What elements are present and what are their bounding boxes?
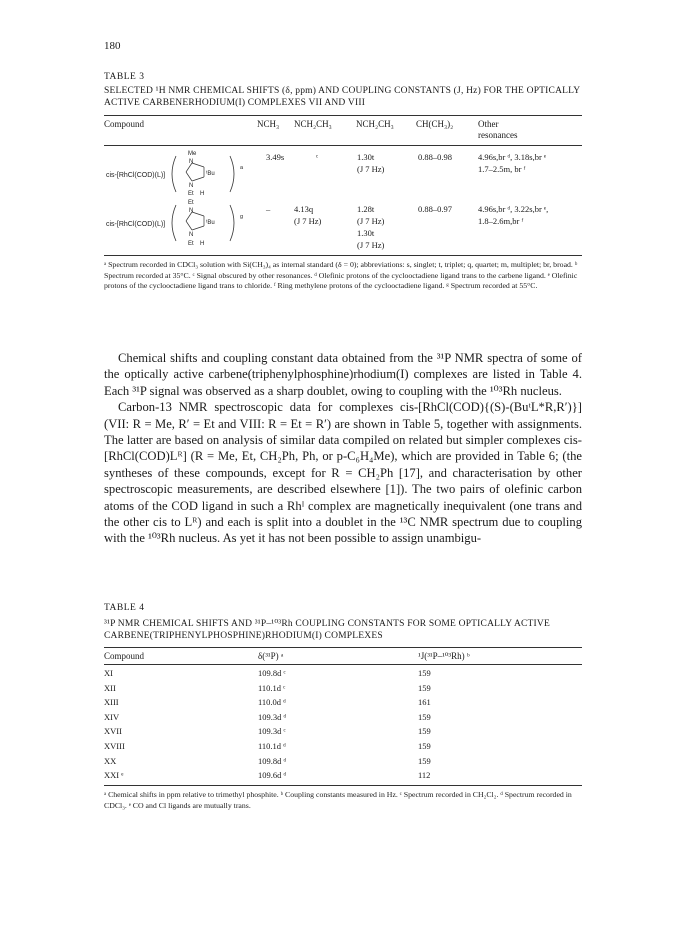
viii-nch2ch3-c: 1.30t: [357, 228, 375, 238]
table4-header-shift: δ(³¹P) ᵃ: [258, 651, 284, 661]
table3-bottom-rule: [104, 255, 582, 256]
t4-coupling: 159: [418, 726, 431, 737]
t4-coupling: 159: [418, 711, 431, 722]
vii-other-1: 4.96s,br ᵈ, 3.18s,br ᵉ: [478, 152, 547, 162]
t4-shift: 109.6d ᵈ: [258, 770, 287, 781]
table3-structure-vii: [104, 150, 254, 198]
t4-coupling: 159: [418, 741, 431, 751]
t4-compound: XIII: [104, 697, 119, 708]
vii-label-n-bottom: N: [189, 183, 194, 189]
t4-coupling: 159: [418, 668, 431, 678]
table4-label: TABLE 4: [104, 603, 145, 613]
table3-footnotes: ᵃ Spectrum recorded in CDCl₃ solution with Si(CH₃)₄ as internal standard (δ = 0); abbreviations: s, singlet; t, triplet; q, quartet; m, multiplet; br, broad. ᵇ Spectrum recorded at 35°C. ᶜ Signal obscured by other resonances. ᵈ Olefinic protons of the cyclooctadiene ligand trans to the carbene ligand. ᵉ Olefinic protons of the cyclooctadiene ligand trans to chloride. ᶠ Ring methylene protons of the cyclooctadiene ligand. ᵍ Spectrum recorded at 55°C.: [104, 260, 578, 291]
vii-other-2: 1.7–2.5m, br ᶠ: [478, 164, 526, 174]
viii-label-tbu: ᵗBu: [206, 220, 215, 226]
t4-shift: 110.1d ᶜ: [258, 682, 286, 693]
table3-header-nch2ch3-b: NCH₂CH₃: [356, 119, 394, 129]
t4-compound: XIV: [104, 711, 120, 722]
t4-shift: 110.1d ᵈ: [258, 741, 286, 751]
viii-other-2: 1.8–2.6m,br ᶠ: [478, 216, 524, 226]
table3-header-nch2ch3-a: NCH₂CH₃: [294, 119, 332, 129]
vii-nch2ch3-b: 1.30t: [357, 152, 375, 162]
t4-shift: 110.0d ᵈ: [258, 697, 286, 708]
vii-footnote-mark: a: [240, 165, 244, 171]
t4-shift: 109.3d ᶜ: [258, 726, 286, 737]
table4-top-rule: [104, 647, 582, 648]
viii-nch2ch3-a: 4.13q: [294, 204, 314, 214]
t4-shift: 109.3d ᵈ: [258, 711, 287, 722]
table3-structure-viii: [104, 198, 254, 248]
vii-chch3: 0.88–0.98: [418, 152, 452, 162]
table3-header-rule: [104, 145, 582, 146]
viii-other-1: 4.96s,br ᵈ, 3.22s,br ᵉ,: [478, 204, 549, 214]
viii-label-n-bottom: N: [189, 232, 194, 238]
t4-compound: XVIII: [104, 741, 125, 751]
table3-header-nch3: NCH₃: [257, 119, 280, 129]
viii-label-h: H: [200, 241, 205, 247]
t4-compound: XX: [104, 755, 117, 766]
vii-nch2ch3-b-j: (J 7 Hz): [357, 164, 385, 174]
table3-caption: SELECTED ¹H NMR CHEMICAL SHIFTS (δ, ppm) AND COUPLING CONSTANTS (J, Hz) FOR THE OPTICALLY ACTIVE CARBENERHODIUM(I) COMPLEXES VII AND VIII: [104, 86, 580, 108]
t4-coupling: 159: [418, 755, 431, 766]
t4-coupling: 161: [418, 697, 431, 708]
table3-top-rule: [104, 115, 582, 116]
viii-label-n-top: N: [189, 208, 194, 214]
t4-coupling: 159: [418, 682, 431, 693]
viii-nch2ch3-a-j: (J 7 Hz): [294, 216, 322, 226]
viii-nch2ch3-b: 1.28t: [357, 204, 375, 214]
vii-nch3: 3.49s: [266, 152, 285, 162]
table3-header-chch3: CH(CH₃)₂: [416, 119, 454, 129]
t4-compound: XII: [104, 682, 116, 693]
table4-caption: ³¹P NMR CHEMICAL SHIFTS AND ³¹P–¹⁰³Rh COUPLING CONSTANTS FOR SOME OPTICALLY ACTIVE CARBENE(TRIPHENYLPHOSPHINE)RHODIUM(I) COMPLEXES: [104, 619, 550, 641]
viii-label-et-top: Et: [188, 200, 194, 206]
table4-footnotes: ᵃ Chemical shifts in ppm relative to trimethyl phosphite. ᵇ Coupling constants measured in Hz. ᶜ Spectrum recorded in CH₂Cl₂. ᵈ Spectrum recorded in CDCl₃. ᵉ CO and Cl ligands are mutually trans.: [104, 790, 572, 810]
vii-label-n-top: N: [189, 159, 194, 165]
t4-coupling: 112: [418, 770, 431, 781]
table3-header-other: Other resonances: [478, 119, 518, 140]
body-paragraph-2: Carbon-13 NMR spectroscopic data for complexes cis-[RhCl(COD){(S)-(BuᵗL*R,R′)}] (VII: R = Me, R′ = Et and VIII: R = Et = R′) are shown in Table 5, together with assignments. The latter are based on analysis of similar data compiled on related but simpler complexes cis-[RhCl(COD)Lᴿ] (R = Me, Et, CH₂Ph, Ph, or p-C₆H₄Me), which are provided in Table 6; (the syntheses of these compounds, except for R = CH₂Ph [17], and characterisation by other spectroscopic measurements, are described elsewhere [1]). The two pairs of olefinic carbon atoms of the COD ligand in such a Rhᴵ complex are magnetically inequivalent (one trans and the other cis to Lᴿ) and each is split into a doublet in the ¹³C NMR spectrum due to coupling with the ¹⁰³Rh nucleus. As yet it has not been possible to assign unambigu-: [104, 400, 582, 546]
page-number: 180: [104, 40, 121, 52]
viii-label-et-bottom: Et: [188, 241, 194, 247]
viii-nch2ch3-c-j: (J 7 Hz): [357, 240, 385, 250]
t4-shift: 109.8d ᶜ: [258, 668, 286, 678]
table4-header-compound: Compound: [104, 651, 145, 661]
t4-compound: XVII: [104, 726, 122, 737]
t4-compound: XXI ᵉ: [104, 770, 124, 781]
compound-prefix-vii: cis-[RhCl(COD)(L)]: [106, 172, 166, 179]
table4-header-rule: [104, 664, 582, 665]
viii-footnote-mark: g: [240, 214, 244, 220]
t4-shift: 109.8d ᵈ: [258, 755, 287, 766]
body-paragraph-1: Chemical shifts and coupling constant data obtained from the ³¹P NMR spectra of some of the optically active carbene(triphenylphosphine)rhodium(I) complexes are listed in Table 4. Each ³¹P signal was observed as a sharp doublet, owing to coupling with the ¹⁰³Rh nucleus.: [104, 351, 582, 398]
t4-compound: XI: [104, 668, 113, 678]
table4-bottom-rule: [104, 785, 582, 786]
body-text: [104, 350, 582, 547]
viii-chch3: 0.88–0.97: [418, 204, 452, 214]
viii-nch3: –: [266, 204, 271, 214]
compound-prefix-viii: cis-[RhCl(COD)(L)]: [106, 221, 166, 228]
vii-label-me: Me: [188, 151, 197, 157]
vii-label-tbu: ᵗBu: [206, 171, 215, 177]
table4-header-coupling: ¹J(³¹P–¹⁰³Rh) ᵇ: [418, 651, 470, 661]
table3-header-compound: Compound: [104, 119, 145, 129]
viii-nch2ch3-b-j: (J 7 Hz): [357, 216, 385, 226]
vii-label-et: Et: [188, 191, 194, 197]
vii-nch2ch3-a: ᶜ: [316, 152, 319, 162]
table3-label: TABLE 3: [104, 72, 145, 82]
vii-label-h: H: [200, 191, 205, 197]
